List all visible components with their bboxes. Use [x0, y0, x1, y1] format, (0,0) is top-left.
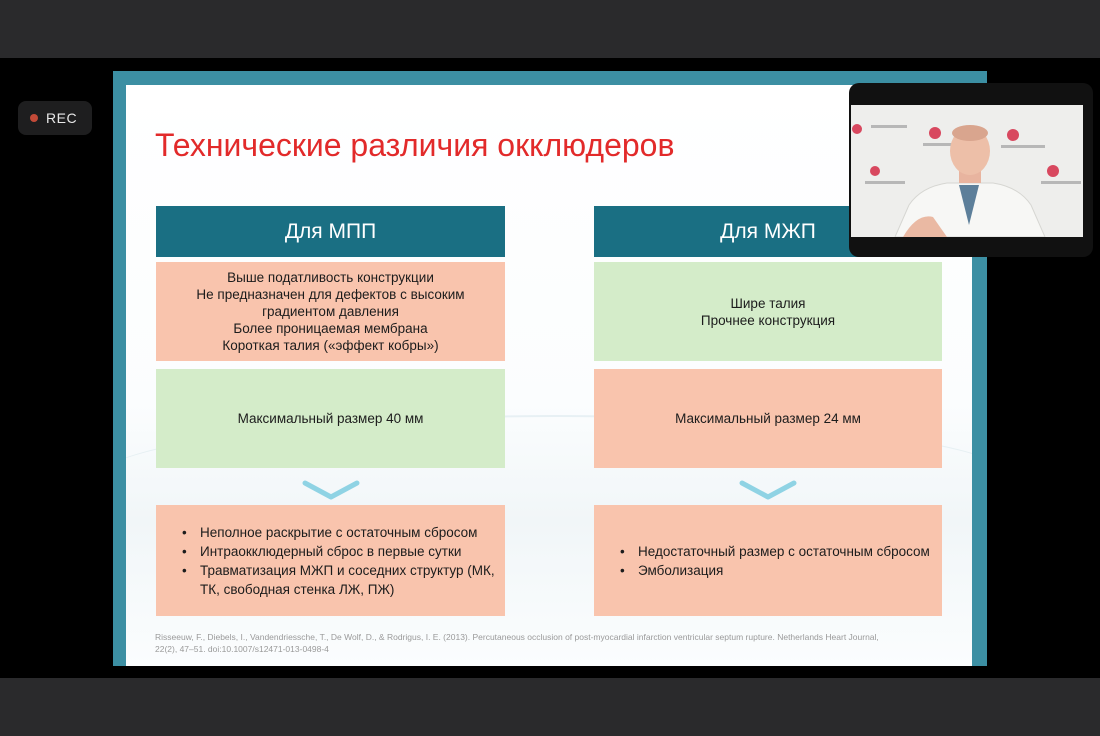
list-item: • Интраокклюдерный сброс в первые сутки: [176, 542, 505, 561]
list-item: • Недостаточный размер с остаточным сбросом: [614, 542, 942, 561]
speaker-video-feed: [851, 105, 1083, 237]
right-column-header: Для МЖП: [594, 206, 942, 257]
list-item: • Травматизация МЖП и соседних структур (МК, ТК, свободная стенка ЛЖ, ПЖ): [176, 561, 505, 599]
left-feature-line: градиентом давления: [262, 304, 399, 319]
right-max-size: Максимальный размер 24 мм: [675, 411, 861, 426]
left-feature-line: Короткая талия («эффект кобры»): [222, 338, 439, 353]
left-column-header: Для МПП: [156, 206, 505, 257]
list-item: • Эмболизация: [614, 561, 942, 580]
presentation-slide: [126, 85, 972, 666]
right-features-box: [594, 262, 942, 361]
right-feature-line: Шире талия: [730, 295, 806, 311]
left-features-box: [156, 262, 505, 361]
right-complications-list: [594, 505, 942, 616]
speaker-avatar: [851, 105, 1083, 237]
recording-indicator[interactable]: [18, 101, 92, 135]
left-feature-line: Более проницаемая мембрана: [233, 321, 428, 336]
right-feature-line: Прочнее конструкция: [700, 312, 836, 328]
left-max-size: Максимальный размер 40 мм: [237, 411, 424, 426]
left-feature-line: Не предназначен для дефектов с высоким: [196, 287, 465, 302]
left-complications-list: [156, 505, 505, 616]
meeting-top-bar: [0, 0, 1100, 58]
chevron-down-icon: [738, 479, 798, 503]
right-size-box: [594, 369, 942, 468]
recording-label: REC: [46, 110, 78, 126]
slide-reference: Risseeuw, F., Diebels, I., Vandendriessche, T., De Wolf, D., & Rodrigus, I. E. (2013). Percutaneous occlusion of post-myocardial infarction ventricular septum rupture. Netherlands Heart Journal, 22(2), 47–51. doi:10.1007/s12471-013-0498-4: [155, 632, 879, 654]
left-feature-line: Выше податливость конструкции: [227, 270, 434, 285]
record-dot-icon: [30, 114, 38, 122]
list-item: • Неполное раскрытие с остаточным сбросом: [176, 523, 505, 542]
left-size-box: [156, 369, 505, 468]
slide-title: Технические различия окклюдеров: [155, 127, 675, 163]
meeting-bottom-bar: [0, 678, 1100, 736]
chevron-down-icon: [301, 479, 361, 503]
speaker-video-tile[interactable]: [849, 83, 1093, 257]
